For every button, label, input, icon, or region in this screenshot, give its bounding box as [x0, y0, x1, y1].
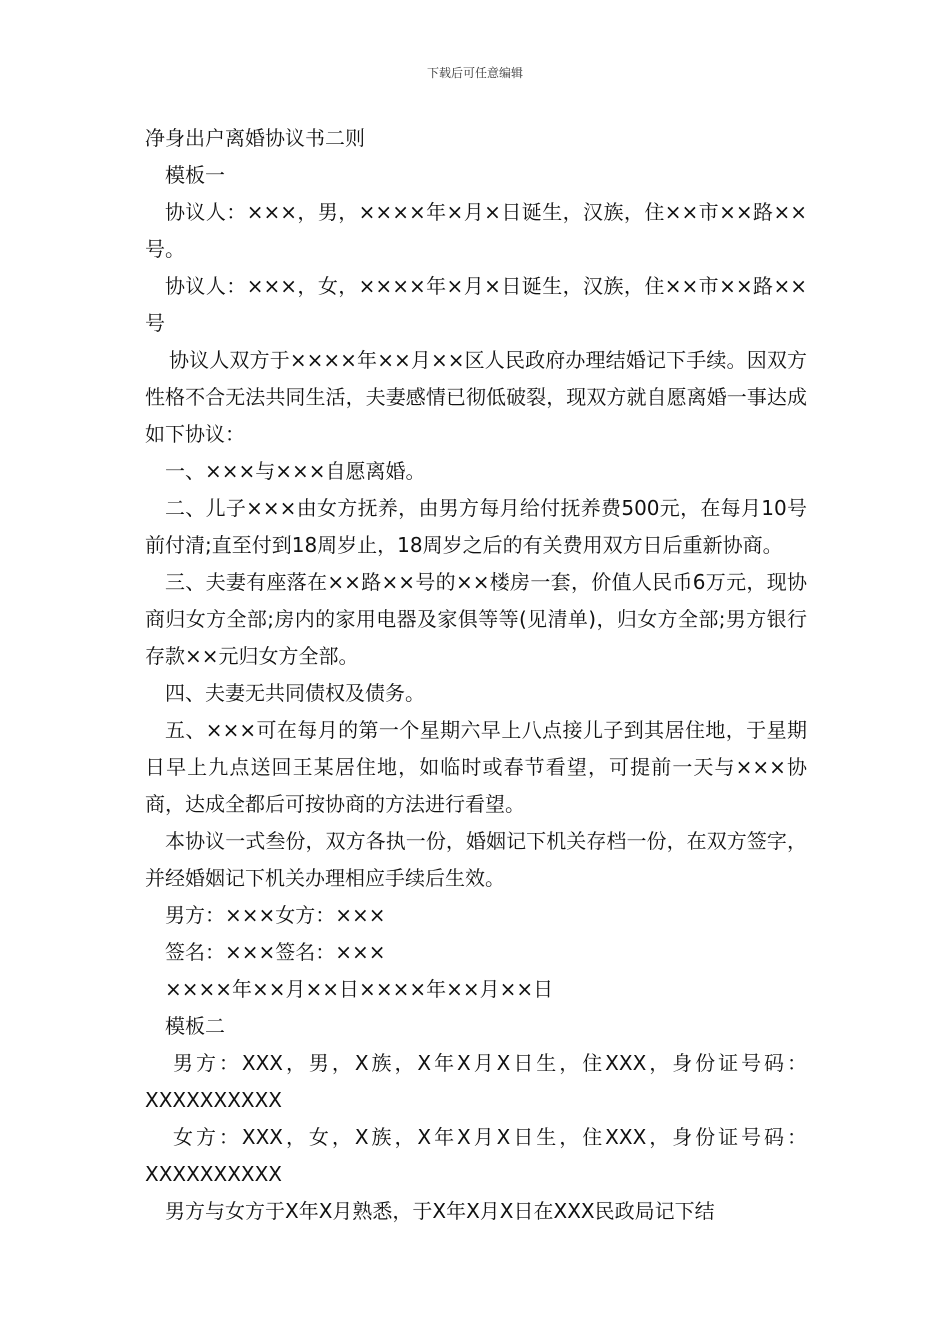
- female-party-info: 女方：XXX，女，X族，X年X月X日生，住XXX，身份证号码：XXXXXXXXXX: [145, 1125, 807, 1186]
- party2-info: 协议人：×××，女，××××年×月×日诞生，汉族，住××市××路××号: [145, 274, 807, 335]
- male-party-info: 男方：XXX，男，X族，X年X月X日生，住XXX，身份证号码：XXXXXXXXXX: [145, 1051, 807, 1112]
- signature-line: 签名：×××签名：×××: [165, 940, 386, 964]
- clause-1: 一、×××与×××自愿离婚。: [165, 459, 426, 483]
- clause-3: 三、夫妻有座落在××路××号的××楼房一套，价值人民币6万元，现协商归女方全部;房内的家用电器及家俱等等(见清单)，归女方全部;男方银行存款××元归女方全部。: [145, 570, 807, 668]
- template1-heading: 模板一: [165, 163, 225, 187]
- parties-line: 男方：×××女方：×××: [165, 903, 386, 927]
- document-body: [145, 120, 807, 1230]
- party1-info: 协议人：×××，男，××××年×月×日诞生，汉族，住××市××路××号。: [145, 200, 807, 261]
- template2-intro: 男方与女方于X年X月熟悉，于X年X月X日在XXX民政局记下结: [165, 1199, 715, 1223]
- copies-clause: 本协议一式叁份，双方各执一份，婚姻记下机关存档一份，在双方签字，并经婚姻记下机关办理相应手续后生效。: [145, 829, 807, 890]
- header-note: 下载后可任意编辑: [426, 66, 523, 80]
- document-title: 净身出户离婚协议书二则: [145, 126, 365, 150]
- clause-4: 四、夫妻无共同债权及债务。: [165, 681, 425, 705]
- clause-5: 五、×××可在每月的第一个星期六早上八点接儿子到其居住地，于星期日早上九点送回王某居住地，如临时或春节看望，可提前一天与×××协商，达成全都后可按协商的方法进行看望。: [145, 718, 807, 816]
- agreement-intro: 协议人双方于××××年××月××区人民政府办理结婚记下手续。因双方性格不合无法共同生活，夫妻感情已彻低破裂，现双方就自愿离婚一事达成如下协议：: [145, 348, 807, 446]
- clause-2: 二、儿子×××由女方抚养，由男方每月给付抚养费500元，在每月10号前付清;直至付到18周岁止，18周岁之后的有关费用双方日后重新协商。: [145, 496, 807, 557]
- date-line: ××××年××月××日××××年××月××日: [165, 977, 554, 1001]
- template2-heading: 模板二: [165, 1014, 225, 1038]
